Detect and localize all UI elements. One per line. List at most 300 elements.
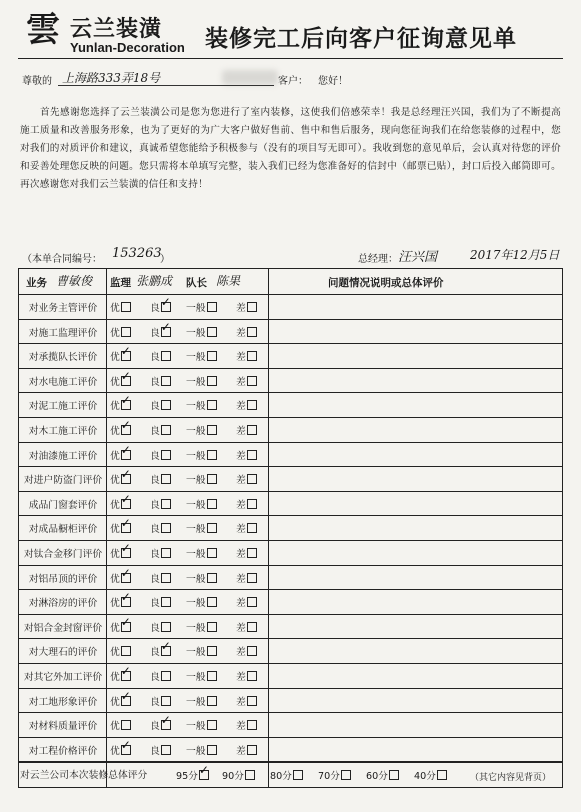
rating-option[interactable]	[236, 349, 257, 363]
rating-option[interactable]	[186, 743, 217, 757]
rating-option[interactable]	[236, 743, 257, 757]
rating-option-label: 良	[150, 598, 160, 610]
redacted-name	[222, 70, 278, 85]
rating-checkbox[interactable]	[247, 302, 257, 312]
rating-option[interactable]	[186, 546, 217, 560]
row-divider	[18, 319, 563, 320]
rating-checkbox[interactable]	[161, 499, 171, 509]
rating-option[interactable]	[236, 300, 257, 314]
row-label: 对泥工施工评价	[28, 401, 98, 413]
row-divider	[18, 515, 563, 516]
rating-checkbox[interactable]	[161, 745, 171, 755]
rating-option[interactable]	[110, 467, 131, 487]
row-divider	[18, 737, 563, 738]
rating-option[interactable]	[186, 718, 217, 732]
score-checkbox[interactable]	[341, 770, 351, 780]
rating-option[interactable]	[150, 669, 171, 683]
rating-option[interactable]	[186, 349, 217, 363]
rating-option-label: 优	[110, 499, 120, 511]
rating-option-label: 良	[150, 745, 160, 757]
row-divider	[18, 540, 563, 541]
rating-checkbox[interactable]	[121, 720, 131, 730]
rating-checkbox[interactable]	[207, 474, 217, 484]
rating-checkbox[interactable]	[161, 573, 171, 583]
score-option[interactable]	[366, 768, 399, 782]
rating-option[interactable]	[150, 694, 171, 708]
rating-option[interactable]	[236, 325, 257, 339]
rating-checkbox[interactable]	[207, 425, 217, 435]
check-mark-icon: ✓	[120, 664, 131, 678]
rating-option[interactable]	[110, 664, 131, 683]
rating-checkbox[interactable]	[207, 597, 217, 607]
rating-checkbox[interactable]	[247, 671, 257, 681]
rating-option[interactable]	[236, 546, 257, 560]
rating-checkbox[interactable]	[160, 319, 171, 337]
rating-option[interactable]	[150, 743, 171, 757]
rating-checkbox[interactable]	[161, 523, 171, 533]
rating-option-label: 差	[236, 426, 246, 437]
rating-option[interactable]	[150, 319, 171, 339]
rating-option[interactable]	[110, 300, 131, 314]
rating-checkbox[interactable]	[207, 450, 217, 460]
rating-option-label: 差	[236, 352, 246, 364]
row-label: 对大理石的评价	[28, 647, 98, 659]
rating-option-label: 良	[150, 549, 160, 560]
score-option[interactable]	[318, 768, 351, 782]
rating-option[interactable]	[186, 497, 217, 511]
rating-option-label: 差	[236, 327, 246, 339]
rating-option-label: 优	[110, 475, 120, 487]
rating-option[interactable]	[236, 374, 257, 388]
rating-option-label: 一般	[186, 622, 206, 634]
rating-option-label: 差	[236, 524, 246, 536]
logo-mark: 雲	[26, 10, 60, 50]
rating-option[interactable]	[186, 398, 217, 412]
rating-option-label: 一般	[186, 499, 206, 511]
rating-checkbox[interactable]	[120, 491, 131, 509]
header-supervisor: 监理	[110, 277, 131, 289]
rating-checkbox[interactable]	[247, 474, 257, 484]
rating-option-label: 良	[150, 647, 160, 659]
rating-option-label: 良	[150, 475, 160, 487]
rating-checkbox[interactable]	[207, 573, 217, 583]
rating-option-label: 优	[110, 622, 120, 634]
rating-checkbox[interactable]	[247, 425, 257, 435]
check-mark-icon: ✓	[120, 368, 131, 383]
rating-checkbox[interactable]	[207, 745, 217, 755]
rating-option[interactable]	[150, 472, 171, 486]
rating-checkbox[interactable]	[207, 523, 217, 533]
rating-option[interactable]	[110, 516, 131, 536]
rating-checkbox[interactable]	[161, 376, 171, 386]
rating-option[interactable]	[110, 491, 131, 511]
rating-option-label: 差	[236, 647, 246, 659]
score-checkbox[interactable]	[293, 770, 303, 780]
rating-option[interactable]	[150, 497, 171, 511]
rating-checkbox[interactable]	[120, 418, 131, 435]
rating-checkbox[interactable]	[161, 622, 171, 632]
contract-label: （本单合同编号：	[22, 254, 102, 265]
rating-checkbox[interactable]	[247, 400, 257, 410]
rating-checkbox[interactable]	[247, 376, 257, 386]
rating-checkbox[interactable]	[161, 450, 171, 460]
row-divider	[18, 368, 563, 369]
form-date: 2017年12月5日	[470, 248, 560, 262]
rating-option-label: 良	[150, 672, 160, 683]
rating-option[interactable]	[150, 595, 171, 609]
rating-option-label: 良	[150, 376, 160, 388]
rating-option[interactable]	[110, 718, 131, 732]
check-mark-icon: ✓	[120, 344, 131, 359]
check-mark-icon: ✓	[120, 614, 131, 629]
rating-checkbox[interactable]	[161, 597, 171, 607]
rating-option-label: 优	[110, 549, 120, 560]
rating-checkbox[interactable]	[247, 597, 257, 607]
row-divider	[18, 417, 563, 418]
row-label: 对淋浴房的评价	[28, 598, 98, 610]
rating-option[interactable]	[150, 374, 171, 388]
rating-option[interactable]	[110, 541, 131, 560]
rating-option[interactable]	[110, 344, 131, 364]
rating-option-label: 良	[150, 499, 160, 511]
row-divider	[18, 343, 563, 344]
rating-checkbox[interactable]	[120, 393, 131, 410]
rating-option-label: 一般	[186, 376, 206, 388]
rating-checkbox[interactable]	[120, 541, 131, 558]
rating-option[interactable]	[236, 571, 257, 585]
row-divider	[18, 589, 563, 590]
rating-option[interactable]	[186, 325, 217, 339]
rating-checkbox[interactable]	[207, 671, 217, 681]
header-divider	[18, 58, 563, 59]
rating-option-label: 差	[236, 499, 246, 511]
score-option-label: 40分	[414, 771, 436, 782]
rating-option-label: 良	[150, 327, 160, 339]
row-label: 对木工施工评价	[28, 426, 98, 437]
rating-checkbox[interactable]	[121, 327, 131, 337]
rating-option-label: 良	[150, 352, 160, 364]
rating-option-label: 优	[110, 647, 120, 659]
score-option-label: 90分	[222, 771, 244, 782]
rating-option-label: 优	[110, 450, 120, 462]
rating-checkbox[interactable]	[207, 327, 217, 337]
rating-option[interactable]	[236, 669, 257, 683]
rating-option[interactable]	[236, 595, 257, 609]
rating-option[interactable]	[150, 546, 171, 560]
row-label: 对承揽队长评价	[28, 352, 98, 364]
rating-option[interactable]	[186, 374, 217, 388]
rating-checkbox[interactable]	[120, 664, 131, 681]
rating-option[interactable]	[236, 694, 257, 708]
rating-option[interactable]	[150, 398, 171, 412]
rating-option-label: 一般	[186, 450, 206, 462]
check-mark-icon: ✓	[120, 418, 131, 432]
rating-checkbox[interactable]	[161, 425, 171, 435]
row-label: 对施工监理评价	[28, 327, 98, 339]
score-option[interactable]	[414, 768, 447, 782]
rating-checkbox[interactable]	[207, 622, 217, 632]
check-mark-icon: ✓	[120, 393, 131, 408]
document-title: 装修完工后向客户征询意见单	[205, 26, 517, 52]
greeting: 您好！	[318, 76, 348, 87]
rating-checkbox[interactable]	[247, 745, 257, 755]
rating-checkbox[interactable]	[160, 639, 171, 656]
rating-option-label: 一般	[186, 549, 206, 560]
leader-name: 陈果	[216, 274, 241, 288]
rating-option[interactable]	[150, 423, 171, 437]
rating-checkbox[interactable]	[160, 713, 171, 730]
rating-option[interactable]	[186, 571, 217, 585]
row-divider	[18, 712, 563, 713]
rating-option[interactable]	[110, 418, 131, 437]
rating-option[interactable]	[110, 393, 131, 413]
rating-checkbox[interactable]	[120, 442, 131, 460]
table-divider-label	[106, 268, 107, 788]
rating-option[interactable]	[150, 639, 171, 659]
rating-checkbox[interactable]	[160, 295, 171, 312]
rating-option[interactable]	[110, 590, 131, 610]
rating-checkbox[interactable]	[247, 327, 257, 337]
rating-checkbox[interactable]	[120, 344, 131, 361]
check-mark-icon: ✓	[120, 516, 131, 531]
rating-option[interactable]	[236, 398, 257, 412]
rating-option[interactable]	[236, 423, 257, 437]
rating-checkbox[interactable]	[207, 302, 217, 312]
row-label: 对工程价格评价	[28, 745, 98, 757]
footer-note: （其它内容见背页）	[470, 773, 552, 783]
rating-option-label: 优	[110, 696, 120, 708]
row-divider	[18, 491, 563, 492]
rating-option[interactable]	[186, 300, 217, 314]
row-label: 对材料质量评价	[28, 721, 98, 733]
rating-option-label: 差	[236, 745, 246, 757]
check-mark-icon: ✓	[120, 442, 131, 457]
rating-option[interactable]	[236, 448, 257, 462]
salutation-prefix: 尊敬的	[22, 76, 52, 87]
rating-option[interactable]	[110, 325, 131, 339]
rating-option-label: 优	[110, 598, 120, 610]
check-mark-icon: ✓	[160, 713, 171, 728]
rating-option[interactable]	[236, 521, 257, 535]
rating-option-label: 优	[110, 573, 120, 585]
row-divider	[18, 688, 563, 689]
contract-number: 153263	[112, 246, 162, 261]
rating-option[interactable]	[150, 521, 171, 535]
header-leader: 队长	[186, 277, 207, 289]
rating-option-label: 优	[110, 327, 120, 339]
rating-option-label: 差	[236, 721, 246, 733]
rating-checkbox[interactable]	[247, 548, 257, 558]
rating-option[interactable]	[110, 737, 131, 757]
check-mark-icon: ✓	[120, 491, 131, 506]
rating-option[interactable]	[186, 669, 217, 683]
score-option[interactable]	[270, 768, 303, 782]
row-label: 对铝吊顶的评价	[28, 573, 98, 585]
business-name: 曹敏俊	[56, 274, 93, 288]
row-divider	[18, 614, 563, 615]
rating-option[interactable]	[186, 472, 217, 486]
rating-checkbox[interactable]	[247, 523, 257, 533]
row-divider	[18, 466, 563, 467]
header-comments: 问题情况说明或总体评价	[328, 277, 444, 289]
footer-divider	[18, 762, 563, 763]
rating-option[interactable]	[236, 472, 257, 486]
rating-checkbox[interactable]	[161, 671, 171, 681]
row-label: 对成品橱柜评价	[28, 524, 98, 536]
rating-checkbox[interactable]	[161, 400, 171, 410]
rating-checkbox[interactable]	[120, 516, 131, 533]
rating-checkbox[interactable]	[121, 302, 131, 312]
rating-option-label: 差	[236, 696, 246, 708]
score-checkbox[interactable]	[198, 763, 209, 780]
rating-checkbox[interactable]	[247, 499, 257, 509]
rating-checkbox[interactable]	[247, 646, 257, 656]
score-option[interactable]	[222, 768, 255, 782]
rating-checkbox[interactable]	[207, 646, 217, 656]
score-option-label: 95分	[176, 771, 198, 782]
check-mark-icon: ✓	[198, 763, 209, 777]
rating-option-label: 一般	[186, 327, 206, 339]
rating-option-label: 优	[110, 672, 120, 683]
rating-checkbox[interactable]	[161, 548, 171, 558]
rating-option-label: 一般	[186, 573, 206, 585]
rating-option[interactable]	[110, 614, 131, 634]
check-mark-icon: ✓	[160, 319, 171, 334]
rating-option-label: 良	[150, 524, 160, 536]
score-checkbox[interactable]	[389, 770, 399, 780]
rating-option[interactable]	[186, 595, 217, 609]
rating-option[interactable]	[110, 368, 131, 388]
rating-option-label: 差	[236, 549, 246, 560]
rating-option-label: 优	[110, 524, 120, 536]
rating-option[interactable]	[150, 349, 171, 363]
check-mark-icon: ✓	[120, 565, 131, 580]
rating-option[interactable]	[110, 644, 131, 658]
rating-option[interactable]	[110, 565, 131, 585]
rating-checkbox[interactable]	[247, 696, 257, 706]
check-mark-icon: ✓	[120, 688, 131, 703]
rating-option-label: 良	[150, 622, 160, 634]
rating-option-label: 优	[110, 426, 120, 437]
row-label: 对工地形象评价	[28, 696, 98, 708]
rating-checkbox[interactable]	[121, 646, 131, 656]
rating-option-label: 差	[236, 475, 246, 487]
rating-option-label: 差	[236, 401, 246, 413]
rating-option[interactable]	[186, 521, 217, 535]
rating-checkbox[interactable]	[120, 368, 131, 386]
rating-checkbox[interactable]	[207, 720, 217, 730]
header-business: 业务	[26, 277, 47, 289]
company-logo	[26, 10, 196, 56]
rating-option-label: 良	[150, 696, 160, 708]
row-divider	[18, 638, 563, 639]
score-option-label: 60分	[366, 771, 388, 782]
rating-checkbox[interactable]	[120, 737, 131, 755]
row-label: 对其它外加工评价	[23, 672, 103, 683]
rating-checkbox[interactable]	[247, 351, 257, 361]
row-label: 对进户防盗门评价	[23, 475, 103, 487]
check-mark-icon: ✓	[120, 541, 131, 555]
rating-checkbox[interactable]	[207, 351, 217, 361]
rating-option[interactable]	[150, 295, 171, 314]
rating-checkbox[interactable]	[207, 696, 217, 706]
rating-checkbox[interactable]	[207, 400, 217, 410]
rating-option-label: 优	[110, 745, 120, 757]
rating-option[interactable]	[186, 620, 217, 634]
row-divider	[18, 294, 563, 295]
rating-option[interactable]	[236, 620, 257, 634]
rating-option-label: 良	[150, 721, 160, 733]
rating-option[interactable]	[150, 620, 171, 634]
rating-option[interactable]	[186, 423, 217, 437]
row-label: 对油漆施工评价	[28, 450, 98, 462]
score-checkbox[interactable]	[437, 770, 447, 780]
rating-checkbox[interactable]	[120, 590, 131, 607]
score-option[interactable]	[176, 763, 209, 782]
score-option-label: 80分	[270, 771, 292, 782]
rating-checkbox[interactable]	[161, 351, 171, 361]
rating-checkbox[interactable]	[120, 565, 131, 583]
rating-checkbox[interactable]	[247, 450, 257, 460]
rating-checkbox[interactable]	[247, 720, 257, 730]
rating-option-label: 一般	[186, 524, 206, 536]
rating-checkbox[interactable]	[120, 688, 131, 706]
check-mark-icon: ✓	[160, 639, 171, 654]
rating-option[interactable]	[110, 688, 131, 708]
rating-option-label: 差	[236, 622, 246, 634]
check-mark-icon: ✓	[120, 737, 131, 752]
rating-option-label: 差	[236, 573, 246, 585]
rating-option[interactable]	[150, 571, 171, 585]
manager-label: 总经理：	[358, 254, 398, 265]
rating-option-label: 差	[236, 598, 246, 610]
rating-checkbox[interactable]	[247, 622, 257, 632]
rating-checkbox[interactable]	[207, 499, 217, 509]
row-label: 对业务主管评价	[28, 303, 98, 314]
rating-option-label: 一般	[186, 696, 206, 708]
rating-option-label: 一般	[186, 352, 206, 364]
rating-checkbox[interactable]	[247, 573, 257, 583]
rating-option[interactable]	[110, 442, 131, 462]
logo-english-name: Yunlan-Decoration	[70, 40, 185, 55]
rating-option-label: 优	[110, 352, 120, 364]
rating-option[interactable]	[150, 713, 171, 733]
overall-score-label: 对云兰公司本次装修总体评分	[20, 770, 148, 781]
contract-close: ）	[160, 254, 170, 265]
rating-checkbox[interactable]	[120, 614, 131, 632]
row-label: 对铝合金封窗评价	[23, 622, 103, 634]
rating-option[interactable]	[186, 448, 217, 462]
rating-option[interactable]	[150, 448, 171, 462]
customer-address: 上海路333弄18号	[62, 71, 161, 85]
rating-option[interactable]	[186, 694, 217, 708]
rating-checkbox[interactable]	[120, 467, 131, 484]
rating-option[interactable]	[236, 497, 257, 511]
score-checkbox[interactable]	[245, 770, 255, 780]
rating-checkbox[interactable]	[207, 376, 217, 386]
rating-option[interactable]	[236, 644, 257, 658]
rating-checkbox[interactable]	[207, 548, 217, 558]
rating-option[interactable]	[186, 644, 217, 658]
check-mark-icon: ✓	[120, 590, 131, 605]
row-label: 成品门窗套评价	[28, 499, 98, 511]
rating-checkbox[interactable]	[161, 696, 171, 706]
logo-chinese-name: 云兰装潢	[70, 17, 163, 42]
rating-option[interactable]	[236, 718, 257, 732]
rating-checkbox[interactable]	[161, 474, 171, 484]
rating-option-label: 优	[110, 303, 120, 314]
rating-option-label: 良	[150, 303, 160, 314]
